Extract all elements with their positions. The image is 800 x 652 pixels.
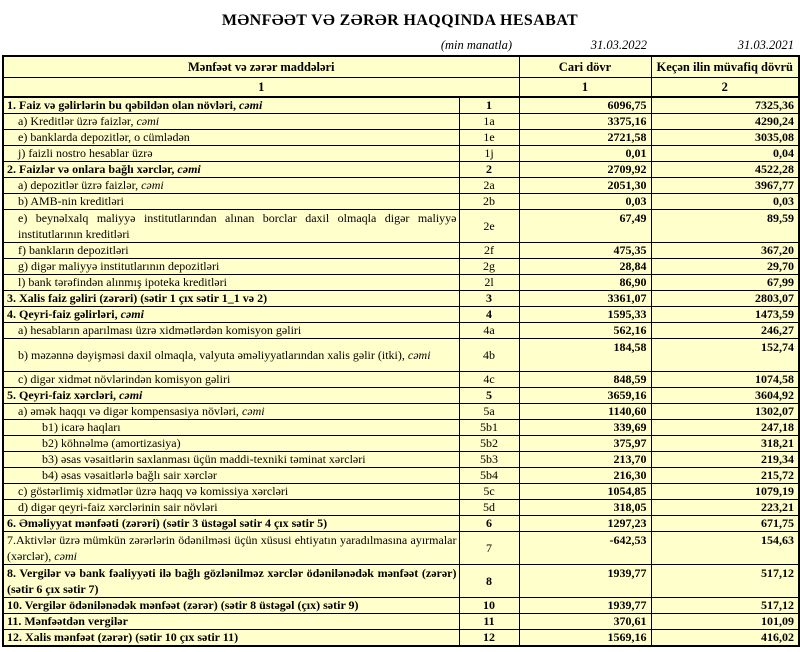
table-row xyxy=(3,500,799,516)
table-row xyxy=(3,130,799,146)
row-label-text: 8. Vergilər və bank fəaliyyəti ilə bağlı gözlənilməz xərclər ödənilənədək mənfəət (zərər) (sətir 6 çıx sətir 7) xyxy=(7,566,457,596)
row-code: 4a xyxy=(459,323,519,339)
table-row xyxy=(3,307,799,323)
row-label-text: 4. Qeyri-faiz gəlirləri, xyxy=(7,307,121,321)
row-label-text: b1) icarə haqları xyxy=(42,420,121,434)
row-label xyxy=(3,532,459,565)
row-label xyxy=(3,500,459,516)
row-label-italic-suffix: cəmi xyxy=(141,178,164,192)
table-row xyxy=(3,97,799,114)
header-row xyxy=(3,56,799,78)
row-value-current: 1939,77 xyxy=(519,598,651,614)
row-label xyxy=(3,614,459,630)
row-label xyxy=(3,178,459,194)
row-label xyxy=(3,388,459,404)
row-label xyxy=(3,146,459,162)
row-value-current: 86,90 xyxy=(519,275,651,291)
row-label xyxy=(3,565,459,598)
table-row xyxy=(3,178,799,194)
row-value-current: 3659,16 xyxy=(519,388,651,404)
row-label-text: 5. Qeyri-faiz xərcləri, xyxy=(7,388,120,402)
row-label-text: a) hesabların aparılması üzrə xidmətlərdən komisyon gəliri xyxy=(18,323,302,337)
row-value-current: 370,61 xyxy=(519,614,651,630)
row-value-current: 67,49 xyxy=(519,210,651,243)
row-value-prior: 367,20 xyxy=(651,243,799,259)
row-code: 2l xyxy=(459,275,519,291)
row-code: 5c xyxy=(459,484,519,500)
subtitle-row xyxy=(0,30,800,55)
row-code: 4 xyxy=(459,307,519,323)
row-code: 5b3 xyxy=(459,452,519,468)
row-label-text: b) AMB-nin kreditləri xyxy=(18,194,124,208)
row-value-current: -642,53 xyxy=(519,532,651,565)
row-value-current: 3361,07 xyxy=(519,291,651,307)
table-row xyxy=(3,146,799,162)
row-label-text: a) depozitlər üzrə faizlər, xyxy=(18,178,142,192)
table-row xyxy=(3,339,799,372)
row-label xyxy=(3,598,459,614)
table-row xyxy=(3,532,799,565)
table-body xyxy=(3,97,799,646)
row-code: 1e xyxy=(459,130,519,146)
row-code: 1a xyxy=(459,114,519,130)
row-code: 11 xyxy=(459,614,519,630)
row-value-current: 216,30 xyxy=(519,468,651,484)
row-label xyxy=(3,275,459,291)
row-label-text: e) banklarda depozitlər, o cümlədən xyxy=(18,130,190,144)
row-code: 7 xyxy=(459,532,519,565)
row-label-italic-suffix: cəmi xyxy=(241,404,265,418)
row-label xyxy=(3,484,459,500)
table-row xyxy=(3,291,799,307)
row-code: 5d xyxy=(459,500,519,516)
row-value-current: 2051,30 xyxy=(519,178,651,194)
row-value-prior: 1079,19 xyxy=(651,484,799,500)
row-value-prior: 223,21 xyxy=(651,500,799,516)
row-value-prior: 101,09 xyxy=(651,614,799,630)
row-label-text: 12. Xalis mənfəət (zərər) (sətir 10 çıx sətir 11) xyxy=(7,630,239,644)
row-label xyxy=(3,194,459,210)
row-label xyxy=(3,114,459,130)
row-code: 5 xyxy=(459,388,519,404)
header-subrow xyxy=(3,78,799,98)
row-label xyxy=(3,130,459,146)
row-label xyxy=(3,452,459,468)
row-value-prior: 3604,92 xyxy=(651,388,799,404)
row-value-prior: 4290,24 xyxy=(651,114,799,130)
table-row xyxy=(3,114,799,130)
table-row xyxy=(3,243,799,259)
row-value-current: 1595,33 xyxy=(519,307,651,323)
row-value-current: 3375,16 xyxy=(519,114,651,130)
date-prior-label: 31.03.2021 xyxy=(737,38,794,52)
table-row xyxy=(3,630,799,647)
row-label-text: e) beynəlxalq maliyyə institutlarından alınan borclar daxil olmaqla digər maliyyə institutlarının kreditləri xyxy=(18,211,457,241)
row-value-prior: 0,03 xyxy=(651,194,799,210)
row-value-prior: 219,34 xyxy=(651,452,799,468)
row-value-prior: 89,59 xyxy=(651,210,799,243)
row-label-text: 10. Vergilər ödənilənədək mənfəət (zərər) (sətir 8 üstəgəl (çıx) sətir 9) xyxy=(7,598,359,612)
table-row xyxy=(3,565,799,598)
row-value-current: 2721,58 xyxy=(519,130,651,146)
row-value-current: 184,58 xyxy=(519,339,651,372)
row-label-text: d) digər qeyri-faiz xərclərinin sair növləri xyxy=(18,500,218,514)
table-row xyxy=(3,436,799,452)
row-value-current: 1569,16 xyxy=(519,630,651,647)
row-value-current: 339,69 xyxy=(519,420,651,436)
col-header-prior: Keçən ilin müvafiq dövrü xyxy=(651,56,799,78)
table-row xyxy=(3,420,799,436)
row-value-prior: 246,27 xyxy=(651,323,799,339)
row-label xyxy=(3,259,459,275)
table-row xyxy=(3,404,799,420)
row-code: 5b2 xyxy=(459,436,519,452)
table-row xyxy=(3,388,799,404)
row-label-text: b) məzənnə dəyişməsi daxil olmaqla, valyuta əməliyyatlarından xalis gəlir (itki), xyxy=(18,348,408,362)
row-label-text: 11. Mənfəətdən vergilər xyxy=(7,614,128,628)
row-value-prior: 517,12 xyxy=(651,598,799,614)
row-value-prior: 1473,59 xyxy=(651,307,799,323)
table-header xyxy=(3,56,799,97)
row-label-text: a) Kreditlər üzrə faizlər, xyxy=(18,114,137,128)
row-code: 2b xyxy=(459,194,519,210)
table-row xyxy=(3,484,799,500)
row-label xyxy=(3,516,459,532)
row-code: 2a xyxy=(459,178,519,194)
row-label-text: 6. Əməliyyat mənfəəti (zərəri) (sətir 3 üstəgəl sətir 4 çıx sətir 5) xyxy=(7,516,328,530)
row-value-current: 2709,92 xyxy=(519,162,651,178)
row-value-current: 375,97 xyxy=(519,436,651,452)
row-label-text: c) göstərlimiş xidmətlər üzrə haqq və komissiya xərcləri xyxy=(18,484,289,498)
row-value-prior: 0,04 xyxy=(651,146,799,162)
row-value-current: 562,16 xyxy=(519,323,651,339)
row-code: 1 xyxy=(459,97,519,114)
row-code: 5b1 xyxy=(459,420,519,436)
table-row xyxy=(3,372,799,388)
row-label xyxy=(3,420,459,436)
row-label xyxy=(3,323,459,339)
row-value-current: 318,05 xyxy=(519,500,651,516)
unit-note: (min manatla) xyxy=(440,38,512,52)
row-label xyxy=(3,162,459,178)
table-row xyxy=(3,323,799,339)
table-row xyxy=(3,468,799,484)
row-code: 5a xyxy=(459,404,519,420)
row-code: 2e xyxy=(459,210,519,243)
row-label-italic-suffix: cəmi xyxy=(120,307,144,321)
row-label-italic-suffix: cəmi xyxy=(407,348,431,362)
row-code: 5b4 xyxy=(459,468,519,484)
row-label-italic-suffix: cəmi xyxy=(54,549,77,563)
row-code: 2g xyxy=(459,259,519,275)
row-label xyxy=(3,404,459,420)
row-value-current: 1297,23 xyxy=(519,516,651,532)
row-label xyxy=(3,307,459,323)
row-value-prior: 318,21 xyxy=(651,436,799,452)
row-code: 10 xyxy=(459,598,519,614)
row-value-prior: 7325,36 xyxy=(651,97,799,114)
row-value-current: 1939,77 xyxy=(519,565,651,598)
row-label xyxy=(3,468,459,484)
row-value-prior: 3967,77 xyxy=(651,178,799,194)
row-value-prior: 154,63 xyxy=(651,532,799,565)
row-value-prior: 671,75 xyxy=(651,516,799,532)
row-label xyxy=(3,339,459,372)
row-label-text: b4) əsas vəsaitlərlə bağlı sair xərclər xyxy=(42,468,217,482)
row-value-prior: 2803,07 xyxy=(651,291,799,307)
row-value-current: 1140,60 xyxy=(519,404,651,420)
row-value-prior: 152,74 xyxy=(651,339,799,372)
row-code: 6 xyxy=(459,516,519,532)
row-label-text: 3. Xalis faiz gəliri (zərəri) (sətir 1 çıx sətir 1_1 və 2) xyxy=(7,291,268,305)
row-value-prior: 1302,07 xyxy=(651,404,799,420)
table-row xyxy=(3,275,799,291)
row-value-current: 848,59 xyxy=(519,372,651,388)
row-code: 1j xyxy=(459,146,519,162)
row-value-prior: 247,18 xyxy=(651,420,799,436)
col-header-items: Mənfəət və zərər maddələri xyxy=(3,56,519,78)
row-value-prior: 517,12 xyxy=(651,565,799,598)
row-code: 8 xyxy=(459,565,519,598)
row-value-prior: 416,02 xyxy=(651,630,799,647)
row-code: 2f xyxy=(459,243,519,259)
row-label xyxy=(3,210,459,243)
table-row xyxy=(3,452,799,468)
col-number-items: 1 xyxy=(3,78,519,98)
profit-loss-table xyxy=(2,55,800,647)
row-value-prior: 67,99 xyxy=(651,275,799,291)
table-row xyxy=(3,259,799,275)
table-row xyxy=(3,598,799,614)
row-code: 4b xyxy=(459,339,519,372)
row-value-prior: 3035,08 xyxy=(651,130,799,146)
row-code: 12 xyxy=(459,630,519,647)
row-value-current: 475,35 xyxy=(519,243,651,259)
row-label xyxy=(3,372,459,388)
row-label xyxy=(3,630,459,647)
row-label-italic-suffix: cəmi xyxy=(239,98,263,112)
row-code: 3 xyxy=(459,291,519,307)
row-label xyxy=(3,436,459,452)
row-value-current: 0,03 xyxy=(519,194,651,210)
row-label-text: l) bank tərəfindən alınmış ipoteka kreditləri xyxy=(18,275,227,289)
row-label-text: 7.Aktivlər üzrə mümkün zərərlərin ödənilməsi üçün xüsusi ehtiyatın yaradılmasına ayırmalar (xərclər), xyxy=(7,533,457,563)
row-value-current: 1054,85 xyxy=(519,484,651,500)
col-number-prior: 2 xyxy=(651,78,799,98)
table-row xyxy=(3,516,799,532)
row-label-text: g) digər maliyyə institutlarının depozitləri xyxy=(18,259,220,273)
row-label-text: b3) əsas vəsaitlərin saxlanması üçün maddi-texniki təminat xərcləri xyxy=(42,452,366,466)
row-label-text: f) bankların depozitləri xyxy=(18,243,129,257)
row-value-current: 213,70 xyxy=(519,452,651,468)
row-value-prior: 1074,58 xyxy=(651,372,799,388)
row-label-italic-suffix: cəmi xyxy=(136,114,160,128)
row-label-text: 1. Faiz və gəlirlərin bu qəbildən olan növləri, xyxy=(7,98,239,112)
row-label-italic-suffix: cəmi xyxy=(119,388,143,402)
table-row xyxy=(3,162,799,178)
row-value-prior: 215,72 xyxy=(651,468,799,484)
row-code: 4c xyxy=(459,372,519,388)
row-label xyxy=(3,243,459,259)
row-label-text: b2) köhnəlmə (amortizasiya) xyxy=(42,436,181,450)
row-label-text: c) digər xidmət növlərindən komisyon gəliri xyxy=(18,372,231,386)
row-label xyxy=(3,291,459,307)
row-value-prior: 29,70 xyxy=(651,259,799,275)
row-label-text: j) faizli nostro hesablar üzrə xyxy=(18,146,153,160)
col-number-current: 1 xyxy=(519,78,651,98)
row-label-italic-suffix: cəmi xyxy=(177,162,201,176)
row-label-text: a) əmək haqqı və digər kompensasiya növləri, xyxy=(18,404,242,418)
row-value-current: 28,84 xyxy=(519,259,651,275)
table-row xyxy=(3,614,799,630)
row-label-text: 2. Faizlər və onlara bağlı xərclər, xyxy=(7,162,178,176)
row-label xyxy=(3,97,459,114)
page-title: MƏNFƏƏT VƏ ZƏRƏR HAQQINDA HESABAT xyxy=(221,12,579,29)
table-row xyxy=(3,194,799,210)
row-code: 2 xyxy=(459,162,519,178)
row-value-current: 0,01 xyxy=(519,146,651,162)
table-row xyxy=(3,210,799,243)
col-header-current: Cari dövr xyxy=(519,56,651,78)
date-current-label: 31.03.2022 xyxy=(590,38,647,52)
row-value-current: 6096,75 xyxy=(519,97,651,114)
row-value-prior: 4522,28 xyxy=(651,162,799,178)
